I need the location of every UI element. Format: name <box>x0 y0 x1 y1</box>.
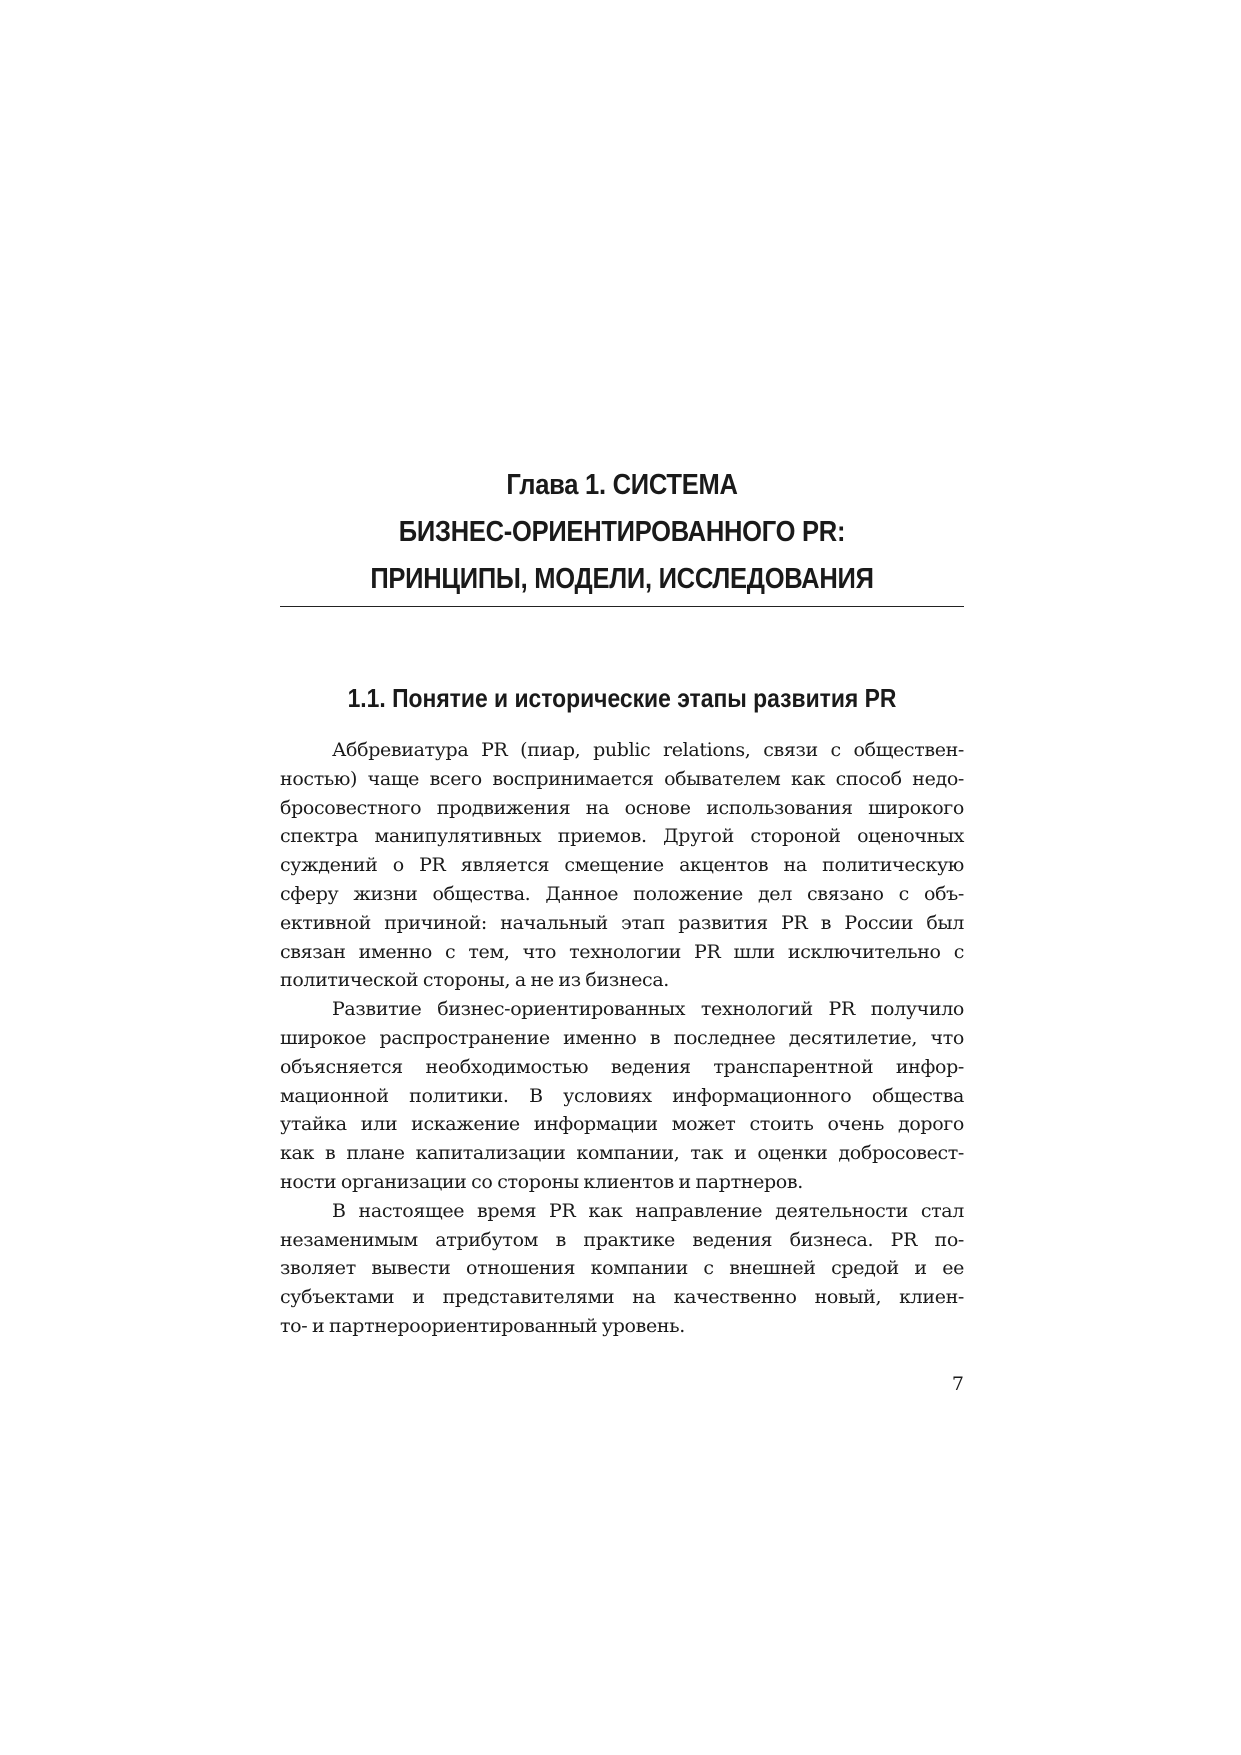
paragraph-3-line: субъектами и представителями на качественно новый, клиен- <box>280 1286 964 1309</box>
paragraph-2-line: мационной политики. В условиях информационного общества <box>280 1084 964 1107</box>
page-number: 7 <box>951 1373 964 1395</box>
chapter-title <box>321 462 923 603</box>
chapter-title-line-3: ПРИНЦИПЫ, МОДЕЛИ, ИССЛЕДОВАНИЯ <box>370 563 874 595</box>
paragraph-1-line: ективной причиной: начальный этап развития PR в России был <box>280 911 964 934</box>
paragraph-1-line: бросовестного продвижения на основе использования широкого <box>280 796 964 819</box>
paragraph-2-line: объясняется необходимостью ведения транспарентной инфор- <box>280 1055 964 1078</box>
paragraph-1-line: ностью) чаще всего воспринимается обывателем как способ недо- <box>280 767 964 790</box>
chapter-title-line-2: БИЗНЕС-ОРИЕНТИРОВАННОГО PR: <box>398 516 846 548</box>
paragraph-3-line: В настоящее время PR как направление деятельности стал <box>332 1199 964 1222</box>
paragraph-1-line: спектра манипулятивных приемов. Другой стороной оценочных <box>280 825 964 848</box>
paragraph-1-line: суждений о PR является смещение акцентов на политическую <box>280 854 964 877</box>
paragraph-2-line: как в плане капитализации компании, так и оценки добросовест- <box>280 1142 964 1165</box>
paragraph-1-line: политической стороны, а не из бизнеса. <box>280 969 669 992</box>
paragraph-1-line: сферу жизни общества. Данное положение дел связано с объ- <box>280 882 964 905</box>
chapter-title-line-1: Глава 1. СИСТЕМА <box>506 469 738 501</box>
paragraph-3-line: то- и партнероориентированный уровень. <box>280 1314 685 1337</box>
paragraph-2-line: широкое распространение именно в последнее десятилетие, что <box>280 1026 964 1049</box>
paragraph-3-line: зволяет вывести отношения компании с внешней средой и ее <box>280 1257 964 1280</box>
chapter-divider <box>280 606 964 607</box>
paragraph-2-line: ности организации со стороны клиентов и партнеров. <box>280 1170 803 1193</box>
paragraph-3-line: незаменимым атрибутом в практике ведения бизнеса. PR по- <box>280 1228 964 1251</box>
paragraph-2-line: утайка или искажение информации может стоить очень дорого <box>280 1113 964 1136</box>
paragraph-2-line: Развитие бизнес-ориентированных технологий PR получило <box>332 998 964 1021</box>
body-text <box>280 736 964 1341</box>
section-title: 1.1. Понятие и исторические этапы развития PR <box>347 683 897 713</box>
paragraph-1-line: Аббревиатура PR (пиар, public relations, связи с обществен- <box>332 739 964 761</box>
paragraph-1-line: связан именно с тем, что технологии PR шли исключительно с <box>280 940 964 963</box>
